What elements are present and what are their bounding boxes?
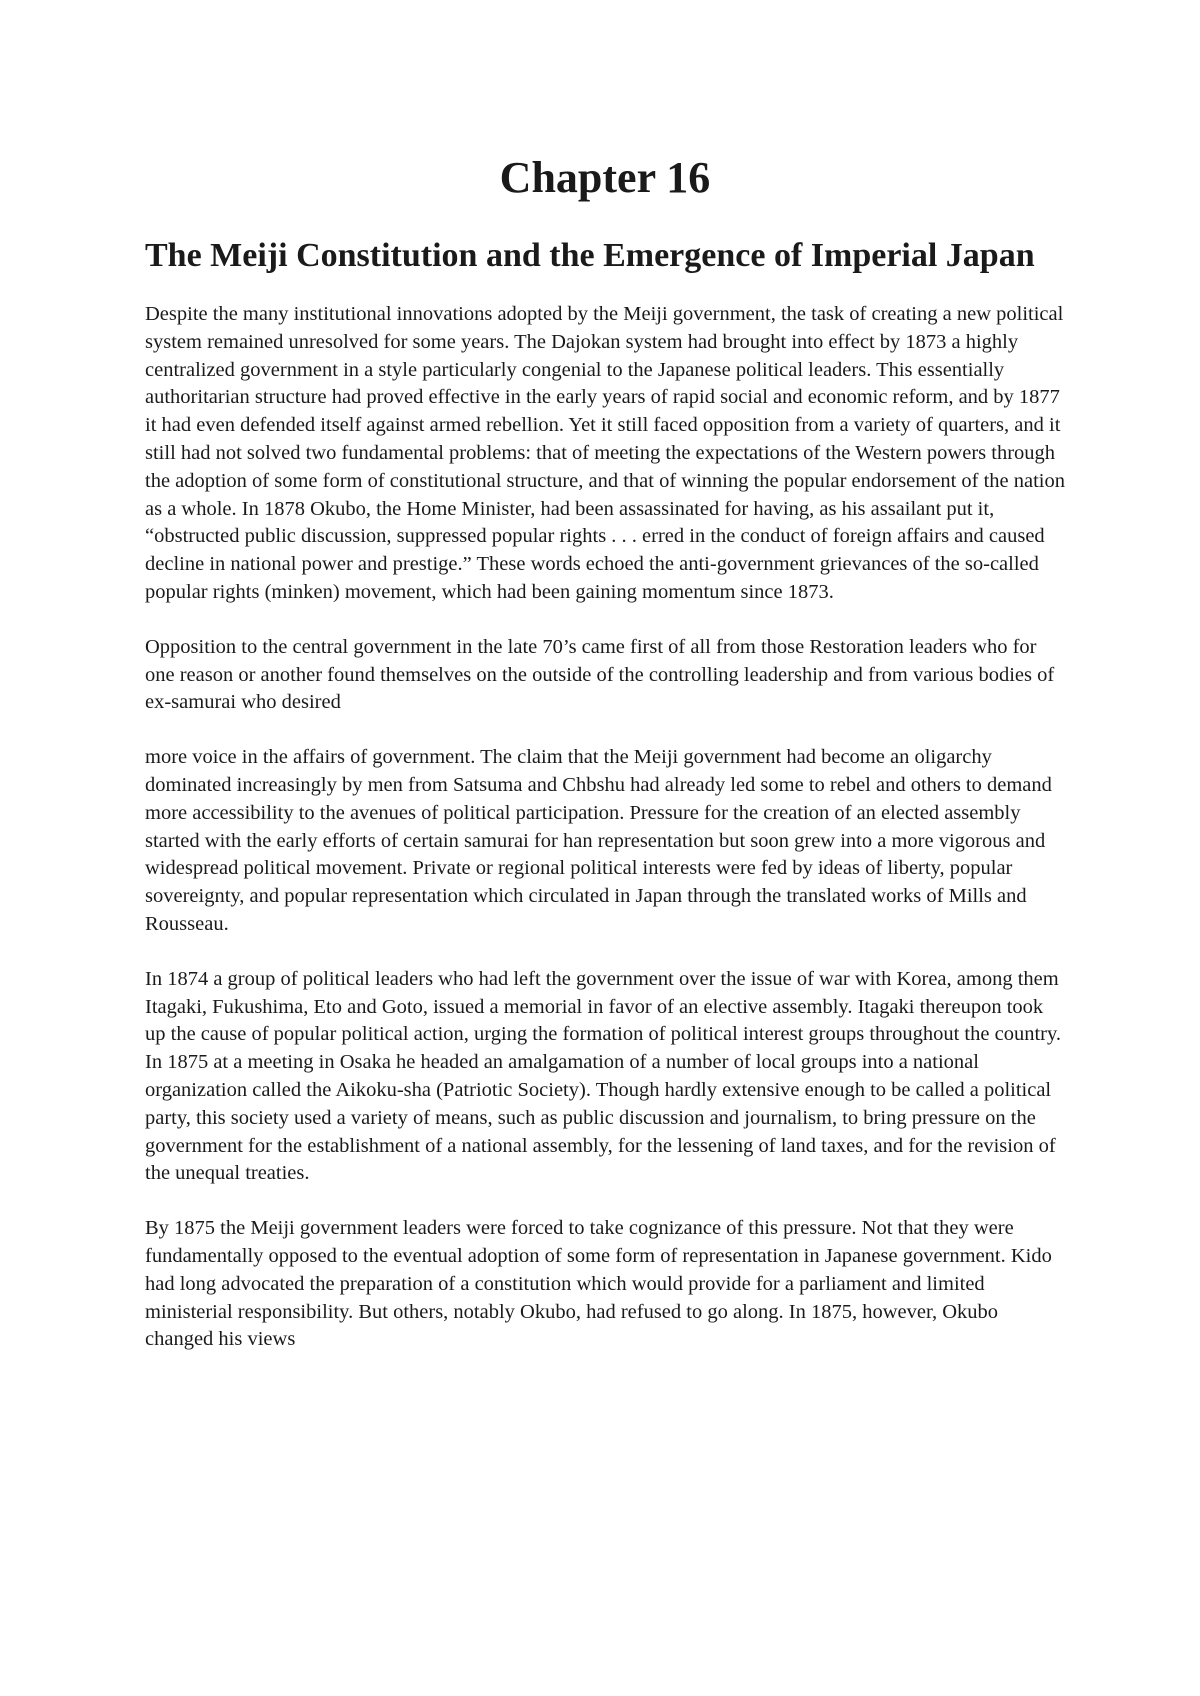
document-page	[145, 150, 1065, 1381]
paragraph-2: Opposition to the central government in the late 70’s came first of all from those Restoration leaders who for one reason or another found themselves on the outside of the controlling leadership and from various bodies of ex-samurai who desired	[145, 635, 1055, 714]
section-title: The Meiji Constitution and the Emergence of Imperial Japan	[145, 237, 1035, 274]
paragraph-4: In 1874 a group of political leaders who had left the government over the issue of war with Korea, among them Itagaki, Fukushima, Eto and Goto, issued a memorial in favor of an elective assembly. Itagaki thereupon took up the cause of popular political action, urging the formation of political interest groups throughout the country. In 1875 at a meeting in Osaka he headed an amalgamation of a number of local groups into a national organization called the Aikoku-sha (Patriotic Society). Though hardly extensive enough to be called a political party, this society used a variety of means, such as public discussion and journalism, to bring pressure on the government for the establishment of a national assembly, for the lessening of land taxes, and for the revision of the unequal treaties.	[145, 967, 1062, 1185]
paragraph-5: By 1875 the Meiji government leaders were forced to take cognizance of this pressure. Not that they were fundamentally opposed to the eventual adoption of some form of representation in Japanese government. Kido had long advocated the preparation of a constitution which would provide for a parliament and limited ministerial responsibility. But others, notably Okubo, had refused to go along. In 1875, however, Okubo changed his views	[145, 1217, 1052, 1351]
paragraph-3: more voice in the affairs of government. The claim that the Meiji government had become an oligarchy dominated increasingly by men from Satsuma and Chbshu had already led some to rebel and others to demand more accessibility to the avenues of political participation. Pressure for the creation of an elected assembly started with the early efforts of certain samurai for han representation but soon grew into a more vigorous and widespread political movement. Private or regional political interests were fed by ideas of liberty, popular sovereignty, and popular representation which circulated in Japan through the translated works of Mills and Rousseau.	[145, 746, 1052, 935]
paragraph-1: Despite the many institutional innovations adopted by the Meiji government, the task of creating a new political system remained unresolved for some years. The Dajokan system had brought into effect by 1873 a highly centralized government in a style particularly congenial to the Japanese political leaders. This essentially authoritarian structure had proved effective in the early years of rapid social and economic reform, and by 1877 it had even defended itself against armed rebellion. Yet it still faced opposition from a variety of quarters, and it still had not solved two fundamental problems: that of meeting the expectations of the Western powers through the adoption of some form of constitutional structure, and that of winning the popular endorsement of the nation as a whole. In 1878 Okubo, the Home Minister, had been assassinated for having, as his assailant put it, “obstructed public discussion, suppressed popular rights . . . erred in the conduct of foreign affairs and caused decline in national power and prestige.” These words echoed the anti-government grievances of the so-called popular rights (minken) movement, which had been gaining momentum since 1873.	[145, 303, 1066, 603]
chapter-title: Chapter 16	[499, 153, 711, 202]
